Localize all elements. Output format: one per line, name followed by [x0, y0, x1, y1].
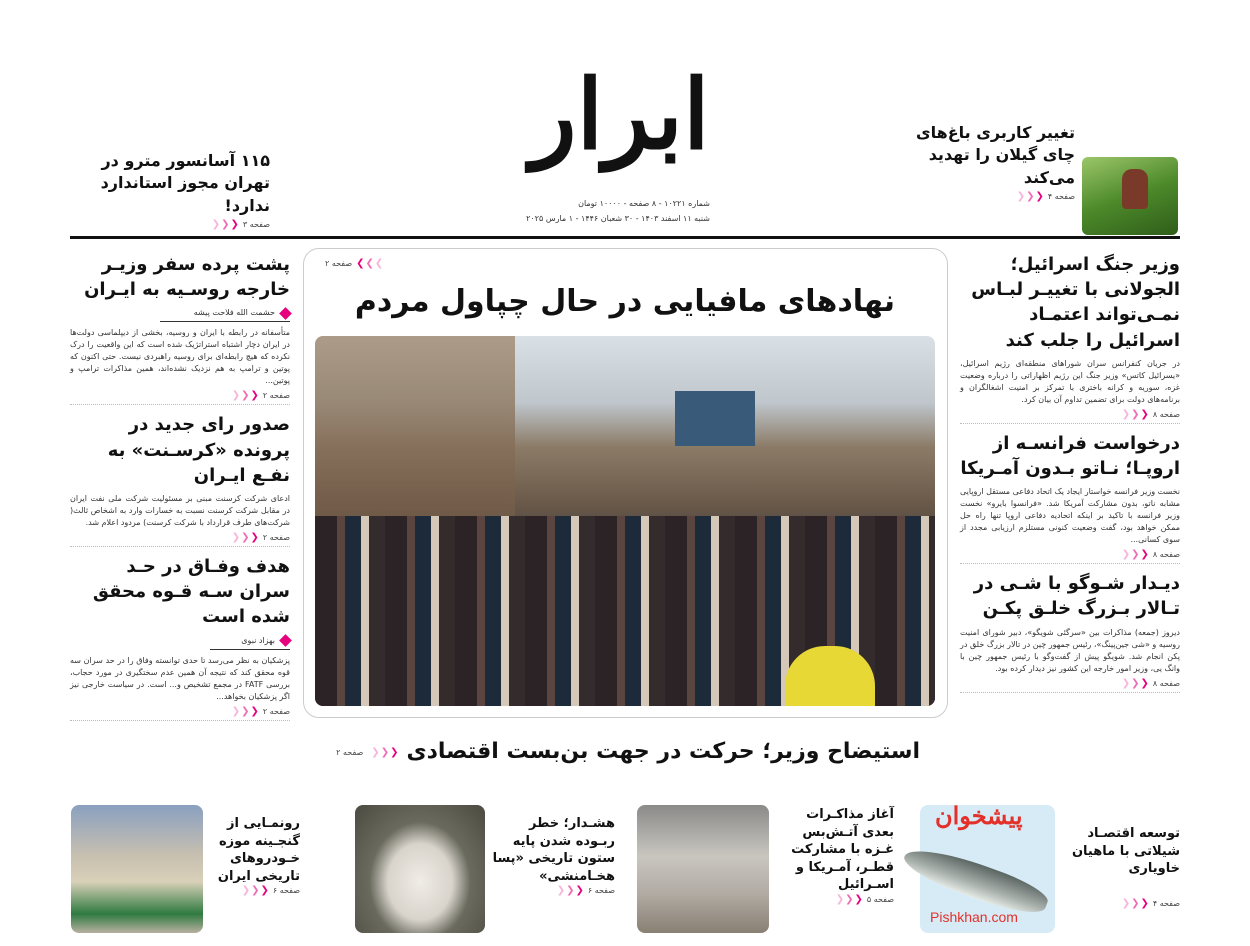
page-ref: صفحه ۴ [1047, 192, 1075, 202]
author-name: حشمت الله فلاحت پیشه [193, 308, 275, 318]
bottom-teaser[interactable] [774, 806, 894, 908]
article-headline[interactable]: هدف وفـاق در حـد سران سـه قـوه محقق شده است [92, 555, 290, 628]
crowd-street-photo [315, 336, 935, 706]
page-ref: صفحه ۶ [272, 886, 300, 896]
chevron-icon: ❮ ❮ ❮ [556, 885, 584, 897]
author-line [160, 307, 290, 322]
top-left-teaser[interactable] [60, 150, 270, 233]
article-body: دیروز (جمعه) مذاکرات بین «سرگئی شویگو»، دبیر شورای امنیت روسیه و «شی جین‌پینگ»، رئیس جمهور چین در تالار بزرگ خلق در پکن انجام شد. شویگو پیش از گفت‌وگو با رئیس جمهور چین با وانگ یی، وزیر امور خارجه این کشور نیز دیدار کرده بود. [960, 627, 1180, 673]
article-headline[interactable]: وزیر جنگ اسرائیل؛ الجولانی با تغییـر لبـاس نمـی‌تواند اعتمـاد اسرائیل را جلب کند [971, 254, 1180, 351]
date-line: شنبه ۱۱ اسفند ۱۴۰۳ - ۳۰ شعبان ۱۴۴۶ - ۱ مارس ۲۰۲۵ [526, 214, 710, 223]
right-column [960, 252, 1180, 693]
article-body: پزشکیان به نظر می‌رسد تا حدی توانسته وفاق را در حد سران سه قوه محقق کند که نتیجه آن همین عدم سختگیری در مورد حجاب، بررسی FATF در مجمع تشخیص و... است. در سیاست خارجی نیز اگر پزشکیان بخواهد... [70, 655, 291, 701]
article-headline[interactable]: صدور رای جدید در پرونده «کرسـنت» به نفـع ایـران [107, 414, 290, 486]
article[interactable] [960, 252, 1180, 424]
chevron-icon: ❮ ❮ ❮ [1121, 897, 1149, 909]
watermark-logo: پیشخوان [935, 801, 1023, 830]
chevron-icon: ❮ ❮ ❮ [231, 531, 259, 543]
teaser-headline[interactable]: توسعه اقتصـاد شیلاتی با ماهیان خاویاری [1071, 826, 1180, 877]
teaser-headline[interactable]: ۱۱۵ آسانسور مترو در تهران مجوز استاندارد ندارد! [100, 151, 270, 215]
lead-headline[interactable]: نهادهای مافیایی در حال چپاول مردم [354, 284, 896, 319]
top-right-teaser[interactable] [890, 122, 1075, 205]
teaser-headline[interactable]: آغاز مذاکـرات بعدی آتـش‌بس غـزه با مشارکت قطـر، آمـریکا و اسـرائیل [791, 807, 894, 893]
article[interactable] [70, 252, 290, 405]
bottom-teaser[interactable] [1062, 825, 1180, 912]
bottom-teaser[interactable] [490, 815, 615, 899]
author-line [210, 635, 290, 650]
page-ref: صفحه ۶ [587, 886, 615, 896]
teaser-headline[interactable]: تغییر کاربری باغ‌های چای گیلان را تهدید می‌کند [915, 123, 1075, 187]
article-headline[interactable]: دیـدار شـوگو با شـی در تـالار بـزرگ خلـق پکـن [973, 573, 1180, 620]
chevron-icon: ❮ ❮ ❮ [356, 258, 384, 269]
page-ref: صفحه ۲ [336, 747, 364, 757]
page-ref: صفحه ۸ [1152, 550, 1180, 560]
page-ref: صفحه ۴ [1152, 898, 1180, 908]
left-column [70, 252, 290, 721]
page-ref: صفحه ۵ [866, 894, 894, 904]
article[interactable] [960, 431, 1180, 564]
chevron-icon: ❮ ❮ ❮ [231, 705, 259, 717]
article-headline[interactable]: پشت پرده سفر وزیـر خارجه روسـیه به ایـران [84, 254, 290, 301]
page-ref: صفحه ۲ [262, 706, 290, 716]
chevron-icon: ❮ ❮ ❮ [211, 219, 239, 231]
chevron-icon: ❮ ❮ ❮ [231, 390, 259, 402]
chevron-icon: ❮ ❮ ❮ [1121, 549, 1149, 561]
teaser-headline[interactable]: هشـدار؛ خطر ربـوده شدن پایه ستون تاریخی «پسا هخـامنشی» [492, 816, 615, 884]
issue-line: شماره ۱۰۲۲۱ - ۸ صفحه - ۱۰۰۰۰ تومان [578, 199, 710, 208]
page-ref: صفحه ۸ [1152, 678, 1180, 688]
chevron-icon: ❮ ❮ ❮ [371, 746, 399, 758]
classic-car-photo [71, 805, 203, 933]
page-ref: صفحه ۸ [1152, 409, 1180, 419]
article-body: نخست وزیر فرانسه خواستار ایجاد یک اتحاد دفاعی مستقل اروپایی مشابه ناتو، بدون مشارکت آمریکا شد. «فرانسوا بایرو» نخست وزیر فرانسه با تاکید بر اینکه اتحادیه دفاعی اروپا تنها راه حل ممکن خواهد بود، گفت وضعیت کنونی مستلزم ارزیابی مجدد از سوی کسانی... [960, 487, 1180, 545]
article-body: در جریان کنفرانس سران شوراهای منطقه‌ای رژیم اسرائیل، «یسرائیل کاتس» وزیر جنگ این رژیم اظهاراتی را درباره وضعیت غزه، سوریه و کرانه باختری با تمرکز بر امنیت اشغالگران و برنامه‌های دولت برای تضمین تداوم آن بیان کرد. [960, 358, 1180, 404]
chevron-icon: ❮ ❮ ❮ [835, 893, 863, 905]
page-ref: صفحه ۲ [325, 259, 353, 268]
teaser-headline[interactable]: رونمـایی از گنجـینه موزه خـودروهای تاریخی ایران [217, 816, 300, 884]
page-ref: صفحه ۲ [262, 532, 290, 542]
stone-column-photo [355, 805, 485, 933]
secondary-headline[interactable]: استیضاح وزیر؛ حرکت در جهت بن‌بست اقتصادی [406, 739, 920, 764]
chevron-icon: ❮ ❮ ❮ [1016, 191, 1044, 203]
newspaper-logo: ابرار [530, 58, 710, 171]
masthead-meta [440, 196, 710, 226]
masthead-rule [70, 236, 1180, 239]
chevron-icon: ❮ ❮ ❮ [1121, 677, 1149, 689]
article[interactable] [960, 571, 1180, 692]
bottom-teaser[interactable] [208, 815, 300, 899]
tea-garden-photo [1082, 157, 1178, 235]
page-ref: صفحه ۲ [262, 391, 290, 401]
page-ref: صفحه ۳ [242, 220, 270, 230]
chevron-icon: ❮ ❮ ❮ [1121, 408, 1149, 420]
chevron-icon: ❮ ❮ ❮ [241, 885, 269, 897]
gaza-ruins-photo [637, 805, 769, 933]
article[interactable] [70, 554, 290, 721]
author-name: بهزاد نبوی [241, 635, 275, 645]
diamond-icon [279, 307, 292, 320]
article-body: متأسفانه در رابطه با ایران و روسیه، بخشی از دیپلماسی دولت‌ها در ایران دچار اشتباه استراتژیک شده است که این واقعیت را درک نکرده که هیچ رابطه‌ای برای روسیه راهبردی نیست. حتی اکنون که پوتین و ترامپ به هم نزدیک نشده‌اند، همین مذاکرات ترامپ و پوتین... [70, 328, 290, 386]
article-body: ادعای شرکت کرسنت مبنی بر مسئولیت شرکت ملی نفت ایران در مقابل شرکت کرسنت نسبت به خسارات وارد به اشخاص ثالث( شرکت‌های طرف قرارداد با شرکت کرسنت) مردود اعلام شد. [70, 493, 290, 527]
watermark-url: Pishkhan.com [930, 909, 1018, 925]
diamond-icon [279, 634, 292, 647]
article-headline[interactable]: درخواست فرانسـه از اروپـا؛ نـاتو بـدون آمـریکا [960, 432, 1180, 479]
lead-page-ref [325, 258, 383, 270]
article[interactable] [70, 412, 290, 547]
secondary-headline-row[interactable] [320, 735, 920, 769]
